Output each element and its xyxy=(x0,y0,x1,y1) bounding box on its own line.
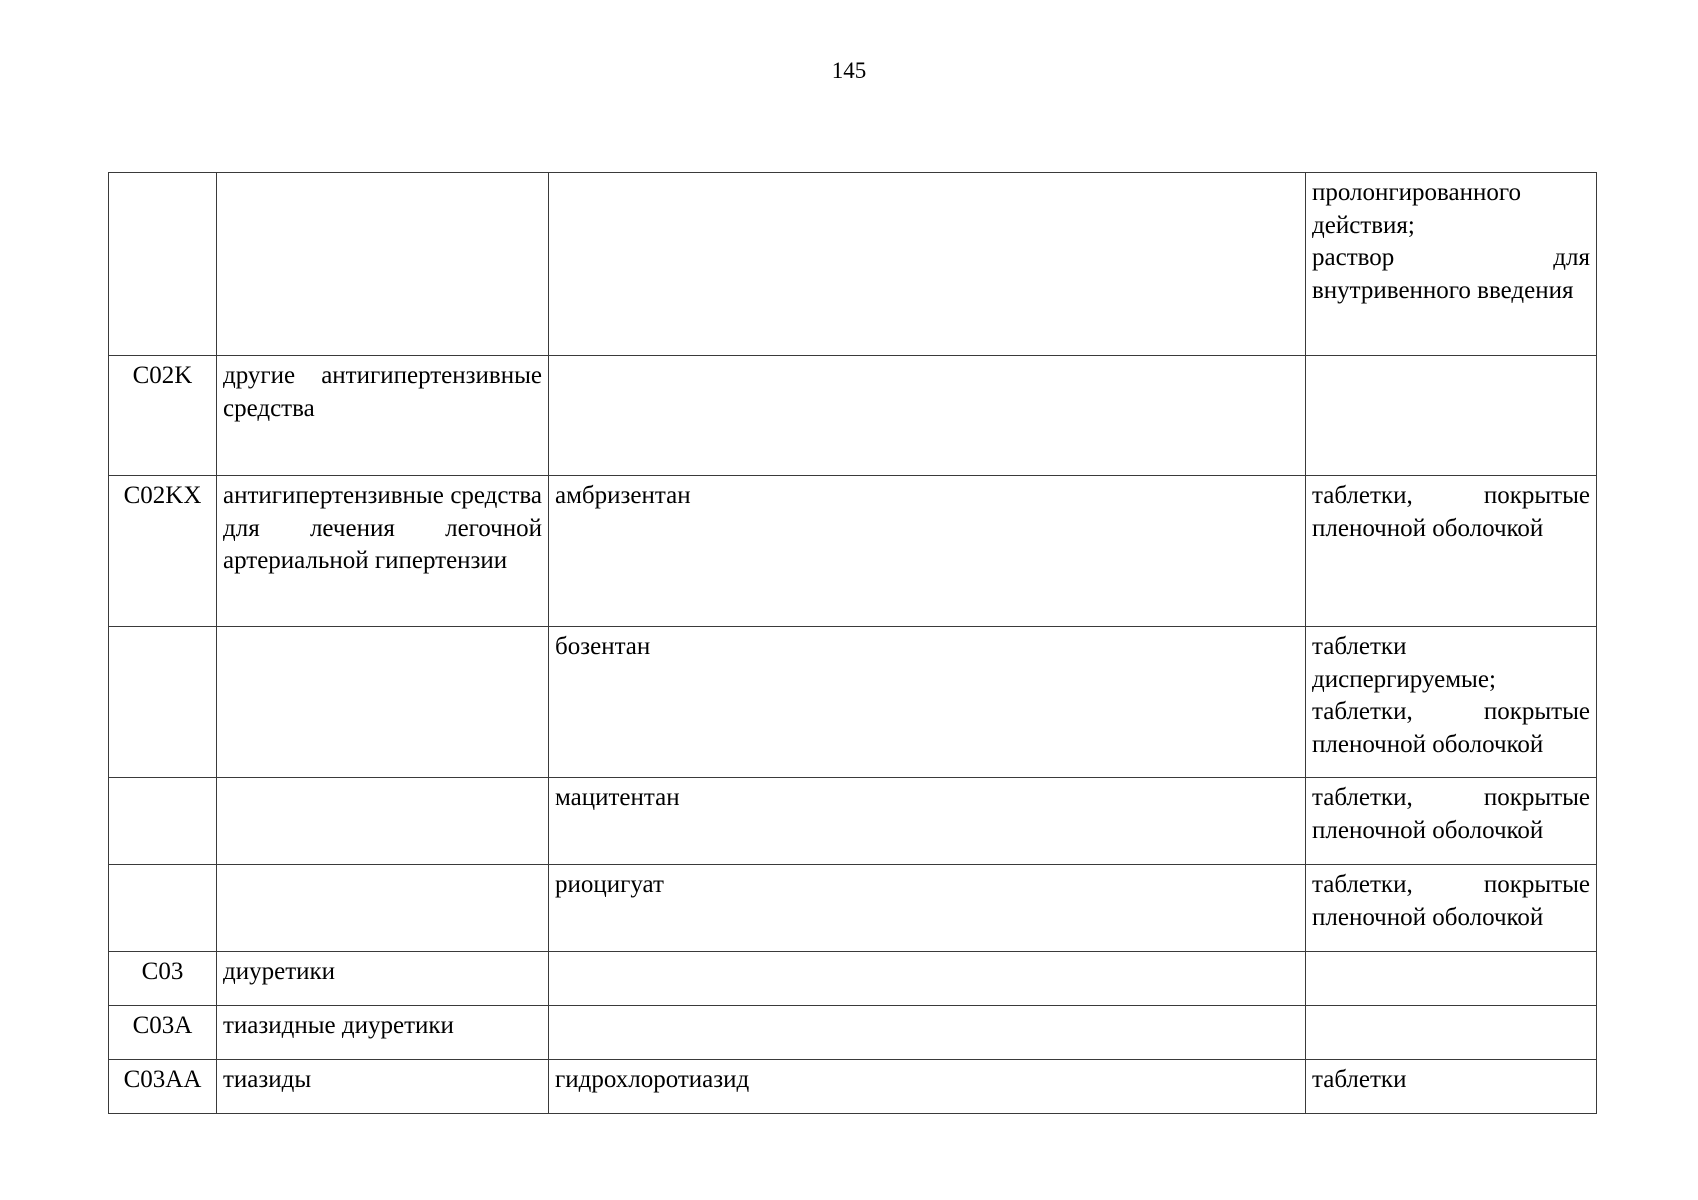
substance-cell: гидрохлоротиазид xyxy=(549,1060,1306,1114)
table-row xyxy=(109,1006,1597,1060)
dosage-form-cell xyxy=(1306,356,1597,476)
dosage-form-cell xyxy=(1306,865,1597,952)
dosage-form-cell xyxy=(1306,1006,1597,1060)
table-row xyxy=(109,865,1597,952)
dosage-form-cell xyxy=(1306,476,1597,627)
group-cell xyxy=(217,627,549,778)
drug-table xyxy=(108,172,1597,1114)
substance-cell xyxy=(549,356,1306,476)
group-cell: другие антигипертензивные средства xyxy=(217,356,549,476)
table-row xyxy=(109,356,1597,476)
atc-code-cell xyxy=(109,173,217,356)
page-number: 145 xyxy=(831,58,867,83)
atc-code-cell: C02K xyxy=(109,356,217,476)
dosage-form-cell xyxy=(1306,952,1597,1006)
substance-cell: мацитентан xyxy=(549,778,1306,865)
table-row xyxy=(109,952,1597,1006)
atc-code-cell: C02KX xyxy=(109,476,217,627)
dosage-form-cell xyxy=(1306,1060,1597,1114)
table-row xyxy=(109,778,1597,865)
group-cell: тиазидные диуретики xyxy=(217,1006,549,1060)
substance-cell: амбризентан xyxy=(549,476,1306,627)
atc-code-cell: C03AA xyxy=(109,1060,217,1114)
dosage-form-line: таблетки, покрытые пленочной оболочкой xyxy=(1312,698,1590,758)
atc-code-cell: C03A xyxy=(109,1006,217,1060)
group-cell xyxy=(217,173,549,356)
dosage-form-cell xyxy=(1306,627,1597,778)
substance-cell xyxy=(549,173,1306,356)
substance-cell xyxy=(549,1006,1306,1060)
atc-code-cell xyxy=(109,865,217,952)
atc-code-cell xyxy=(109,778,217,865)
dosage-form-line: таблетки, покрытые пленочной оболочкой xyxy=(1312,871,1590,931)
dosage-form-line: таблетки диспергируемые; xyxy=(1312,633,1496,693)
table-row xyxy=(109,476,1597,627)
atc-code-cell: C03 xyxy=(109,952,217,1006)
table-row xyxy=(109,173,1597,356)
dosage-form-line: таблетки xyxy=(1312,1066,1407,1093)
group-cell: диуретики xyxy=(217,952,549,1006)
atc-code-cell xyxy=(109,627,217,778)
group-cell: антигипертензивные средства для лечения легочной артериальной гипертензии xyxy=(217,476,549,627)
dosage-form-line: таблетки, покрытые пленочной оболочкой xyxy=(1312,784,1590,844)
dosage-form-line: пролонгированного действия; xyxy=(1312,179,1521,239)
group-cell xyxy=(217,778,549,865)
substance-cell xyxy=(549,952,1306,1006)
group-cell: тиазиды xyxy=(217,1060,549,1114)
dosage-form-line: таблетки, покрытые пленочной оболочкой xyxy=(1312,482,1590,542)
dosage-form-cell xyxy=(1306,173,1597,356)
substance-cell: бозентан xyxy=(549,627,1306,778)
substance-cell: риоцигуат xyxy=(549,865,1306,952)
dosage-form-cell xyxy=(1306,778,1597,865)
dosage-form-line: раствор для внутривенного введения xyxy=(1312,244,1590,304)
table-row xyxy=(109,627,1597,778)
table-row xyxy=(109,1060,1597,1114)
group-cell xyxy=(217,865,549,952)
